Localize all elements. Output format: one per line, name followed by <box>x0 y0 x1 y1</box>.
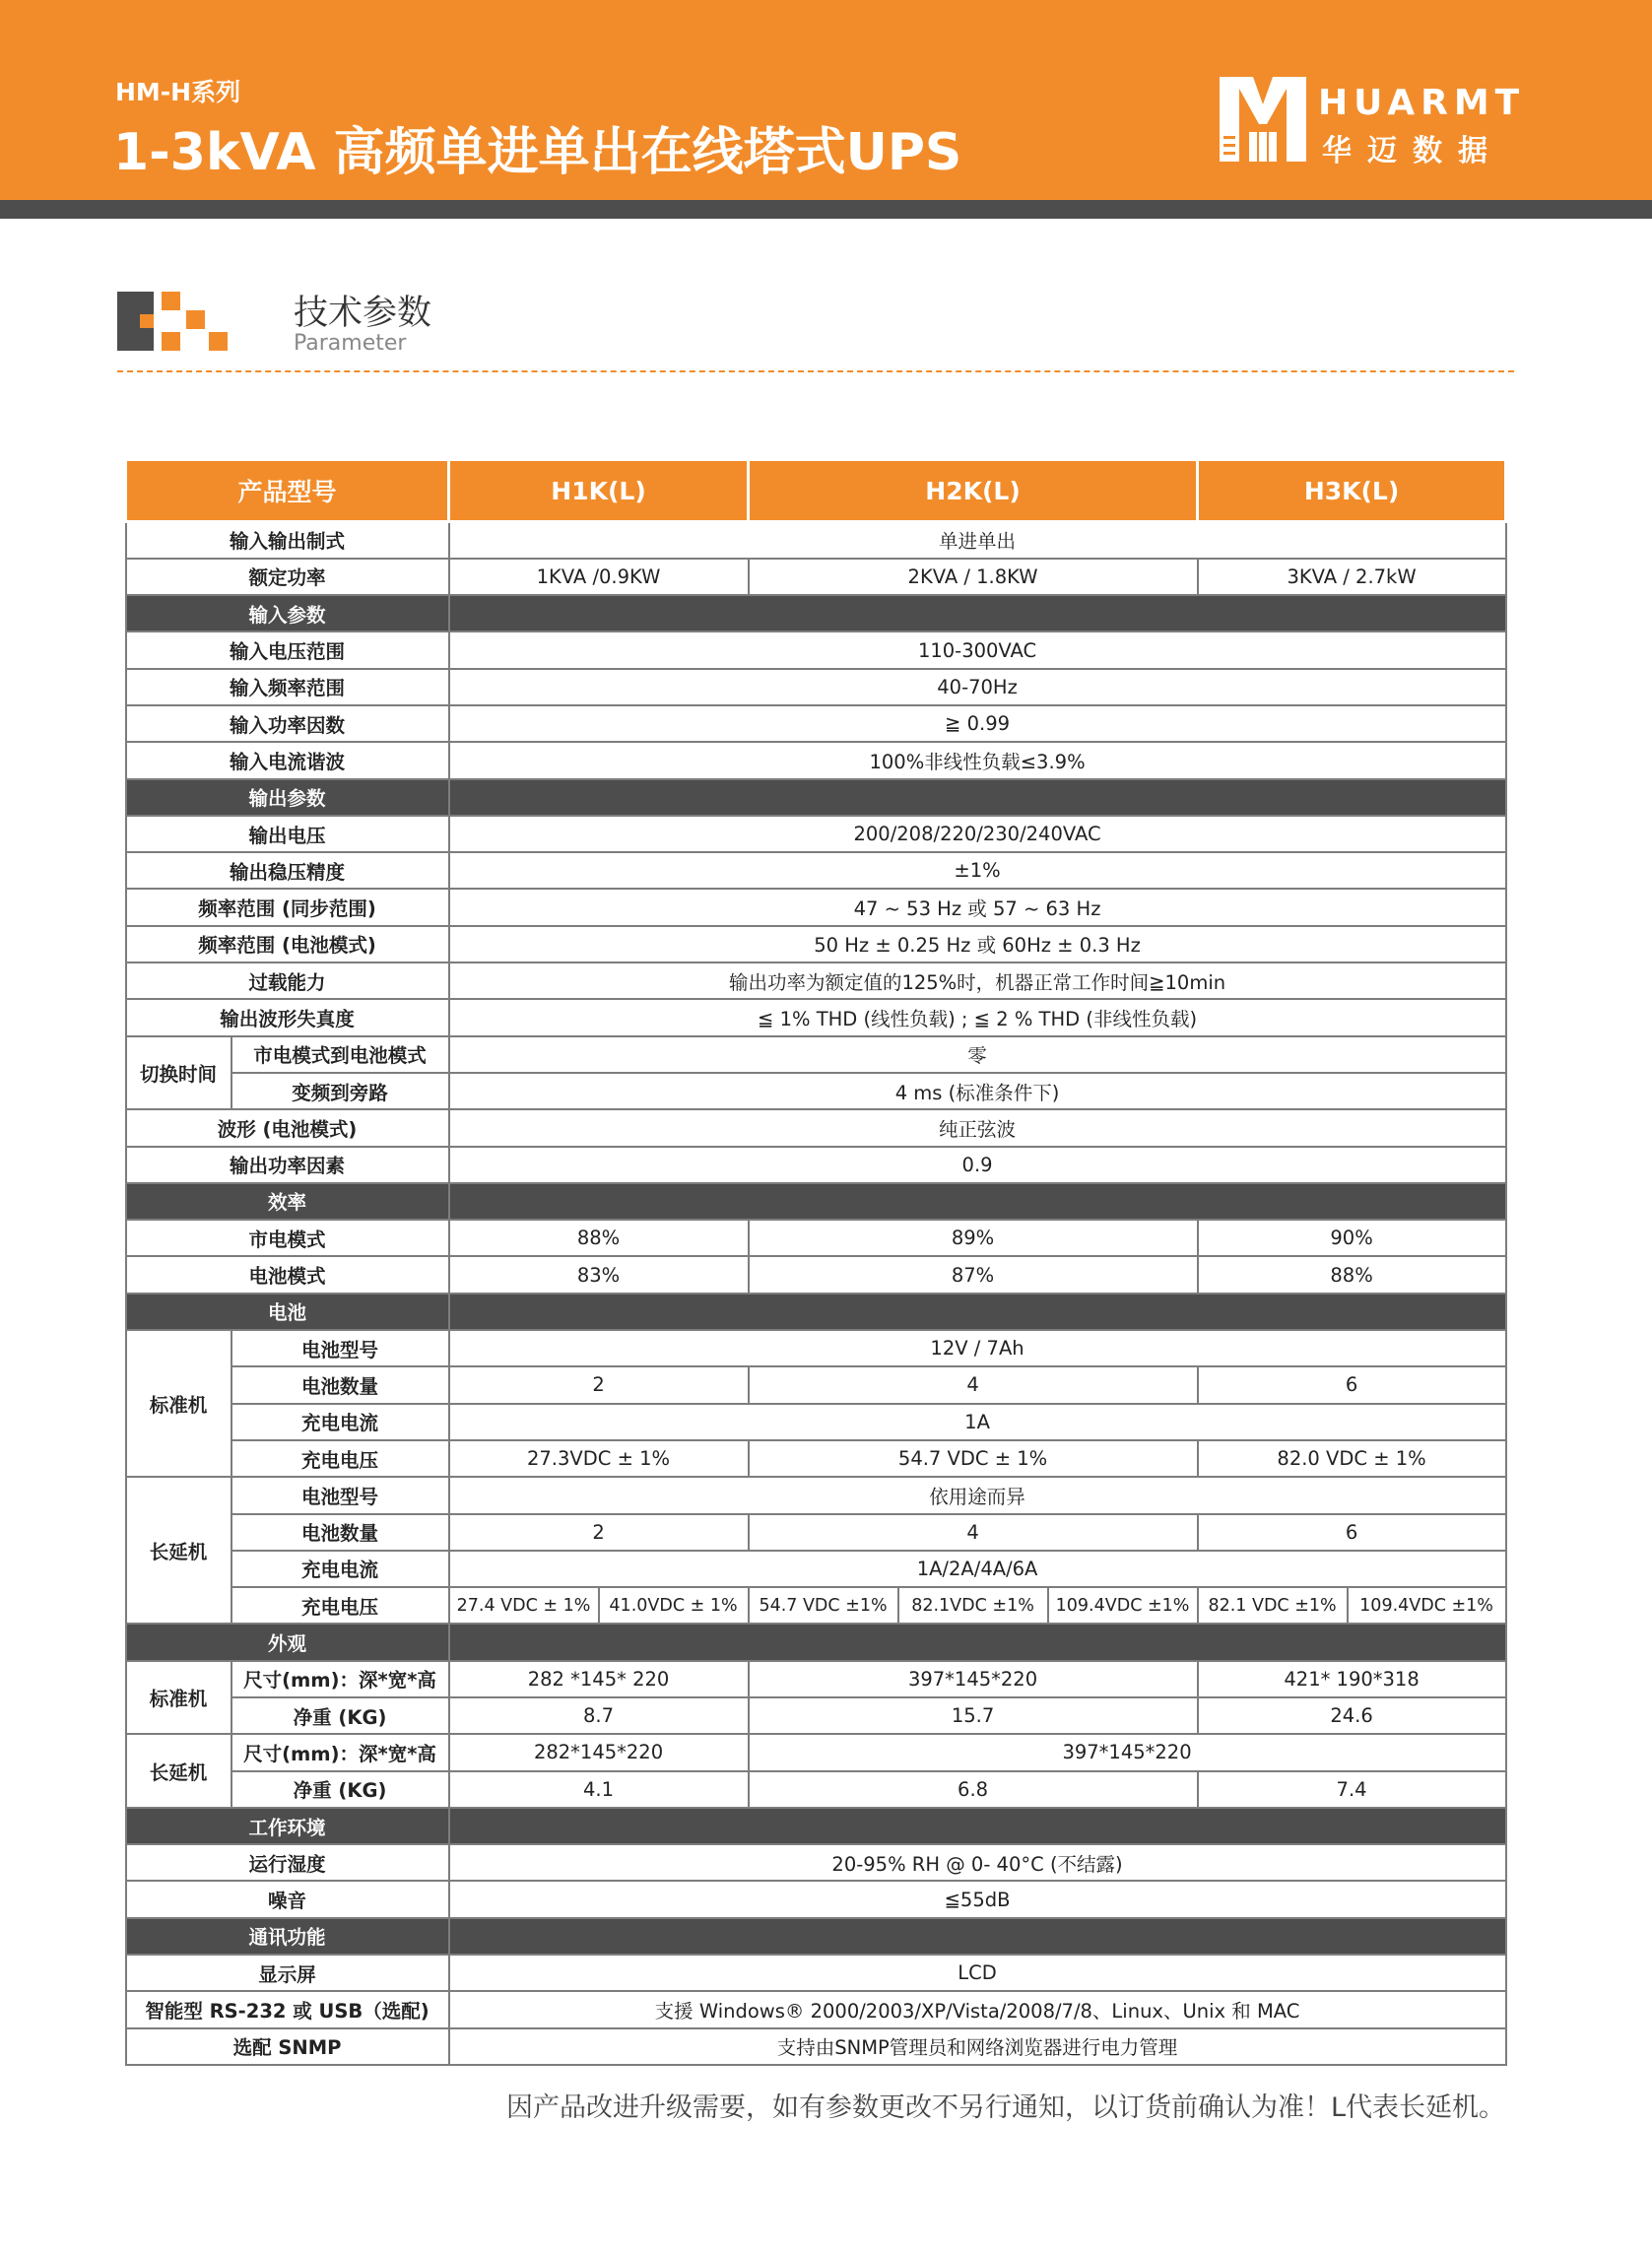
row-value: 47 ~ 53 Hz 或 57 ~ 63 Hz <box>449 889 1506 925</box>
row-value: 支援 Windows® 2000/2003/XP/Vista/2008/7/8、Linux、Unix 和 MAC <box>449 1991 1506 2027</box>
footnote: 因产品改进升级需要，如有参数更改不另行通知，以订货前确认为准！L代表长延机。 <box>505 2092 1505 2123</box>
row-value-cell: 109.4VDC ±1% <box>1048 1587 1198 1624</box>
table-row <box>126 631 1506 668</box>
row-label: 选配 SNMP <box>126 2028 449 2065</box>
row-value: 0.9 <box>449 1147 1506 1183</box>
table-row <box>126 1404 1506 1440</box>
table-row <box>126 1036 1506 1073</box>
row-label: 频率范围 (同步范围) <box>126 889 449 925</box>
header-h3k: H3K(L) <box>1198 460 1506 522</box>
row-value-h2k: 54.7 VDC ± 1% <box>749 1440 1198 1477</box>
row-value-h3k: 7.4 <box>1198 1771 1506 1808</box>
row-value: 4 ms (标准条件下) <box>449 1073 1506 1109</box>
row-label: 尺寸(mm)：深*宽*高 <box>231 1734 449 1770</box>
row-value-h2k: 89% <box>749 1220 1198 1256</box>
row-label: 输出功率因素 <box>126 1147 449 1183</box>
page-title: 1-3kVA 高频单进单出在线塔式UPS <box>113 123 962 182</box>
table-row <box>126 559 1506 595</box>
row-value-h2k: 15.7 <box>749 1697 1198 1734</box>
row-value-h2k: 87% <box>749 1256 1198 1293</box>
table-row <box>126 926 1506 963</box>
table-row <box>126 1551 1506 1587</box>
section-label: 效率 <box>126 1183 449 1220</box>
row-value-h3k: 6 <box>1198 1366 1506 1403</box>
table-row <box>126 1440 1506 1477</box>
table-row <box>126 1734 1506 1770</box>
section-row-battery <box>126 1294 1506 1330</box>
row-label: 频率范围 (电池模式) <box>126 926 449 963</box>
table-row <box>126 999 1506 1035</box>
row-value-h1k: 27.3VDC ± 1% <box>449 1440 749 1477</box>
row-label: 输入频率范围 <box>126 669 449 705</box>
row-value-h3k: 3KVA / 2.7kW <box>1198 559 1506 595</box>
header-h1k: H1K(L) <box>449 460 749 522</box>
row-value-h2k-h3k: 397*145*220 <box>749 1734 1506 1770</box>
row-value-h2k: 4 <box>749 1514 1198 1551</box>
row-value: 100%非线性负载≤3.9% <box>449 742 1506 778</box>
row-value-h1k: 88% <box>449 1220 749 1256</box>
table-row <box>126 1955 1506 1991</box>
huarmt-logo-icon <box>1220 77 1306 162</box>
row-value: 200/208/220/230/240VAC <box>449 816 1506 852</box>
table-row <box>126 2028 1506 2065</box>
row-value: 纯正弦波 <box>449 1109 1506 1146</box>
header-model: 产品型号 <box>126 460 449 522</box>
row-label: 净重 (KG) <box>231 1697 449 1734</box>
row-label: 输入电压范围 <box>126 631 449 668</box>
row-value: 依用途而异 <box>449 1477 1506 1513</box>
section-row-efficiency <box>126 1183 1506 1220</box>
row-label: 变频到旁路 <box>231 1073 449 1109</box>
table-row <box>126 1330 1506 1366</box>
section-title: 技术参数 <box>294 294 432 333</box>
table-row <box>126 889 1506 925</box>
group-label: 标准机 <box>126 1330 231 1477</box>
row-value-h1k: 2 <box>449 1514 749 1551</box>
row-value: LCD <box>449 1955 1506 1991</box>
table-row <box>126 1771 1506 1808</box>
row-value: 1A <box>449 1404 1506 1440</box>
row-label: 充电电压 <box>231 1440 449 1477</box>
row-value-h3k: 6 <box>1198 1514 1506 1551</box>
page-header <box>0 0 1652 200</box>
section-label: 输入参数 <box>126 595 449 631</box>
section-row-comm <box>126 1918 1506 1955</box>
header-divider <box>0 200 1652 219</box>
row-value-h1k: 282*145*220 <box>449 1734 749 1770</box>
group-label: 长延机 <box>126 1477 231 1624</box>
row-label: 尺寸(mm)：深*宽*高 <box>231 1661 449 1697</box>
row-value: 1A/2A/4A/6A <box>449 1551 1506 1587</box>
group-label: 长延机 <box>126 1734 231 1808</box>
row-value: ≦55dB <box>449 1881 1506 1917</box>
spec-table <box>124 458 1507 2066</box>
row-value: 支持由SNMP管理员和网络浏览器进行电力管理 <box>449 2028 1506 2065</box>
row-label: 电池数量 <box>231 1514 449 1551</box>
table-row <box>126 1844 1506 1881</box>
row-label: 充电电压 <box>231 1587 449 1624</box>
row-value-h1k: 1KVA /0.9KW <box>449 559 749 595</box>
table-row <box>126 742 1506 778</box>
row-label: 充电电流 <box>231 1551 449 1587</box>
row-value-h2k: 6.8 <box>749 1771 1198 1808</box>
table-row <box>126 1881 1506 1917</box>
row-label: 电池数量 <box>231 1366 449 1403</box>
row-value-h1k: 83% <box>449 1256 749 1293</box>
row-value: ≧ 0.99 <box>449 705 1506 742</box>
table-row <box>126 669 1506 705</box>
table-row <box>126 1073 1506 1109</box>
section-row-environment <box>126 1808 1506 1844</box>
row-label: 输入功率因数 <box>126 705 449 742</box>
row-value-h1k: 2 <box>449 1366 749 1403</box>
section-blocks-icon <box>117 292 228 351</box>
row-value-cell: 82.1VDC ±1% <box>898 1587 1048 1624</box>
row-value-h3k: 88% <box>1198 1256 1506 1293</box>
brand-name-cn: 华迈数据 <box>1322 134 1503 168</box>
table-row <box>126 1477 1506 1513</box>
section-label: 输出参数 <box>126 779 449 816</box>
row-label: 过载能力 <box>126 963 449 999</box>
row-value: ≦ 1% THD (线性负载) ; ≦ 2 % THD (非线性负载) <box>449 999 1506 1035</box>
table-row <box>126 852 1506 889</box>
table-row <box>126 1256 1506 1293</box>
row-value-h1k: 282 *145* 220 <box>449 1661 749 1697</box>
row-label: 输出波形失真度 <box>126 999 449 1035</box>
row-value: ±1% <box>449 852 1506 889</box>
row-value-h3k: 421* 190*318 <box>1198 1661 1506 1697</box>
table-row <box>126 1697 1506 1734</box>
row-label: 运行湿度 <box>126 1844 449 1881</box>
row-label: 充电电流 <box>231 1404 449 1440</box>
section-subtitle: Parameter <box>294 331 407 356</box>
brand-name-en: HUARMT <box>1318 83 1526 123</box>
table-row <box>126 1147 1506 1183</box>
group-label: 切换时间 <box>126 1036 231 1110</box>
row-label: 输入输出制式 <box>126 522 449 559</box>
row-value-cell: 82.1 VDC ±1% <box>1198 1587 1348 1624</box>
row-value: 12V / 7Ah <box>449 1330 1506 1366</box>
row-value-cell: 41.0VDC ± 1% <box>599 1587 749 1624</box>
table-row <box>126 1991 1506 2027</box>
table-row <box>126 963 1506 999</box>
brand-logo <box>1220 77 1526 168</box>
row-label: 市电模式 <box>126 1220 449 1256</box>
table-row <box>126 1366 1506 1403</box>
row-value-h3k: 82.0 VDC ± 1% <box>1198 1440 1506 1477</box>
section-row-appearance <box>126 1624 1506 1660</box>
section-label: 通讯功能 <box>126 1918 449 1955</box>
section-divider <box>117 370 1514 372</box>
section-row-output <box>126 779 1506 816</box>
row-value: 110-300VAC <box>449 631 1506 668</box>
table-header-row <box>126 460 1506 522</box>
row-label: 电池型号 <box>231 1477 449 1513</box>
row-value-cell: 27.4 VDC ± 1% <box>449 1587 599 1624</box>
row-value: 20-95% RH @ 0- 40°C (不结露) <box>449 1844 1506 1881</box>
row-value-h1k: 4.1 <box>449 1771 749 1808</box>
row-label: 输入电流谐波 <box>126 742 449 778</box>
table-row <box>126 816 1506 852</box>
row-value: 零 <box>449 1036 1506 1073</box>
section-label: 外观 <box>126 1624 449 1660</box>
row-value-h3k: 24.6 <box>1198 1697 1506 1734</box>
section-row-input <box>126 595 1506 631</box>
section-label: 电池 <box>126 1294 449 1330</box>
row-value: 输出功率为额定值的125%时，机器正常工作时间≧10min <box>449 963 1506 999</box>
row-label: 额定功率 <box>126 559 449 595</box>
row-value-h2k: 397*145*220 <box>749 1661 1198 1697</box>
series-name: HM-H系列 <box>115 78 241 106</box>
row-value: 50 Hz ± 0.25 Hz 或 60Hz ± 0.3 Hz <box>449 926 1506 963</box>
table-row <box>126 1220 1506 1256</box>
table-row <box>126 1587 1506 1624</box>
row-value-h1k: 8.7 <box>449 1697 749 1734</box>
row-label: 噪音 <box>126 1881 449 1917</box>
row-label: 显示屏 <box>126 1955 449 1991</box>
row-label: 智能型 RS-232 或 USB（选配) <box>126 1991 449 2027</box>
row-value: 单进单出 <box>449 522 1506 559</box>
row-label: 电池模式 <box>126 1256 449 1293</box>
row-label: 净重 (KG) <box>231 1771 449 1808</box>
group-label: 标准机 <box>126 1661 231 1735</box>
section-label: 工作环境 <box>126 1808 449 1844</box>
table-row <box>126 1109 1506 1146</box>
row-label: 输出电压 <box>126 816 449 852</box>
header-h2k: H2K(L) <box>749 460 1198 522</box>
row-label: 市电模式到电池模式 <box>231 1036 449 1073</box>
row-value-h2k: 4 <box>749 1366 1198 1403</box>
table-row <box>126 522 1506 559</box>
row-value-cell: 54.7 VDC ±1% <box>749 1587 898 1624</box>
row-value-h2k: 2KVA / 1.8KW <box>749 559 1198 595</box>
table-row <box>126 1661 1506 1697</box>
row-value-h3k: 90% <box>1198 1220 1506 1256</box>
row-value-cell: 109.4VDC ±1% <box>1348 1587 1506 1624</box>
row-label: 波形 (电池模式) <box>126 1109 449 1146</box>
table-row <box>126 1514 1506 1551</box>
table-row <box>126 705 1506 742</box>
row-label: 电池型号 <box>231 1330 449 1366</box>
row-value: 40-70Hz <box>449 669 1506 705</box>
row-label: 输出稳压精度 <box>126 852 449 889</box>
